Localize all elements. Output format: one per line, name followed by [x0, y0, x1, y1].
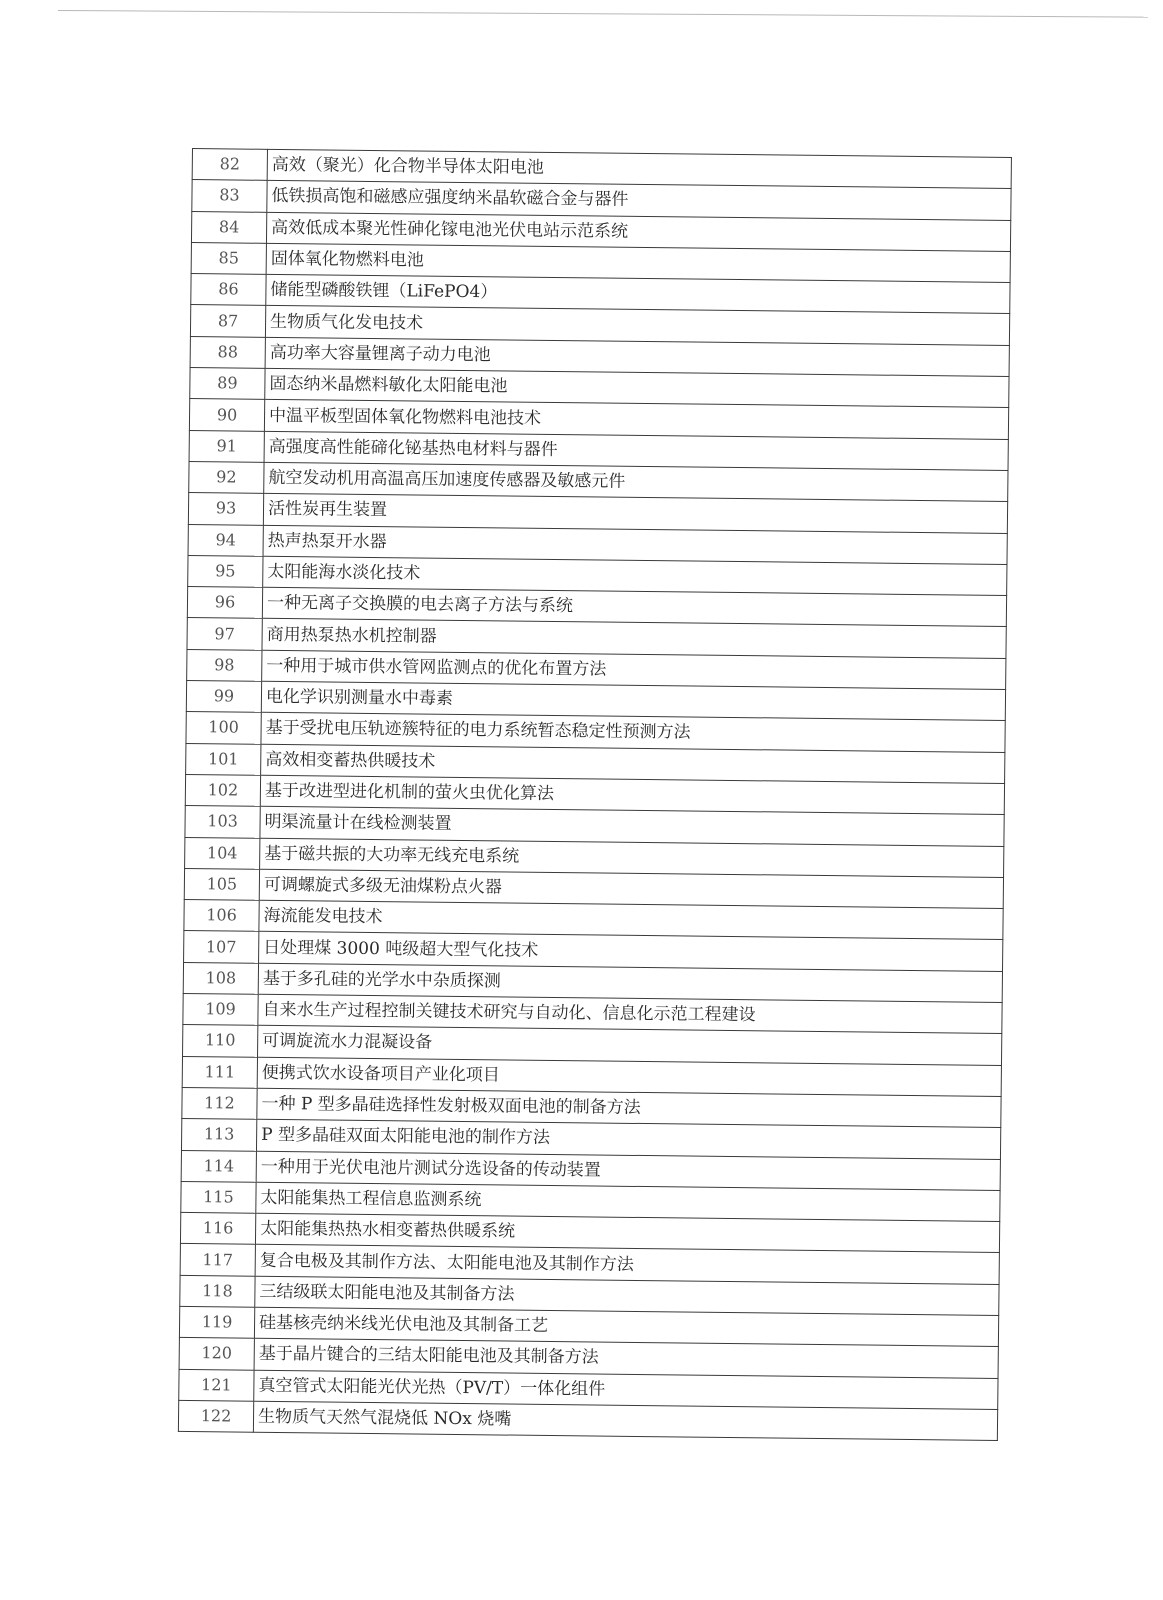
row-number: 87: [190, 305, 265, 337]
project-title: 生物质气天然气混烧低 NOx 烧嘴: [253, 1401, 997, 1440]
project-title: 一种无离子交换膜的电去离子方法与系统: [262, 587, 1006, 626]
project-title: 高效（聚光）化合物半导体太阳电池: [267, 149, 1011, 188]
row-number: 107: [184, 931, 259, 963]
project-title: 热声热泵开水器: [263, 525, 1007, 564]
project-title: 明渠流量计在线检测装置: [260, 807, 1004, 846]
row-number: 106: [184, 900, 259, 932]
row-number: 102: [185, 774, 260, 806]
project-title: 航空发动机用高温高压加速度传感器及敏感元件: [264, 462, 1008, 501]
project-title: 硅基核壳纳米线光伏电池及其制备工艺: [254, 1307, 998, 1346]
project-title: 基于磁共振的大功率无线充电系统: [260, 838, 1004, 877]
project-title: 中温平板型固体氧化物燃料电池技术: [264, 400, 1008, 439]
row-number: 111: [182, 1056, 257, 1088]
project-title: P 型多晶硅双面太阳能电池的制作方法: [256, 1119, 1000, 1158]
project-title: 基于多孔硅的光学水中杂质探测: [258, 963, 1002, 1002]
row-number: 91: [189, 430, 264, 462]
row-number: 90: [189, 399, 264, 431]
project-list-body: [178, 149, 1011, 1441]
project-title: 太阳能海水淡化技术: [263, 556, 1007, 595]
row-number: 105: [184, 868, 259, 900]
row-number: 86: [191, 274, 266, 306]
project-title: 一种 P 型多晶硅选择性发射极双面电池的制备方法: [257, 1088, 1001, 1127]
row-number: 97: [187, 618, 262, 650]
row-number: 83: [192, 180, 267, 212]
row-number: 116: [180, 1213, 255, 1245]
project-title: 高强度高性能碲化铋基热电材料与器件: [264, 431, 1008, 470]
project-title: 固态纳米晶燃料敏化太阳能电池: [265, 368, 1009, 407]
project-title: 高效相变蓄热供暖技术: [261, 744, 1005, 783]
row-number: 84: [191, 211, 266, 243]
project-title: 活性炭再生装置: [263, 494, 1007, 533]
row-number: 100: [186, 712, 261, 744]
row-number: 115: [181, 1181, 256, 1213]
project-title: 固体氧化物燃料电池: [266, 243, 1010, 282]
row-number: 109: [183, 993, 258, 1025]
row-number: 108: [183, 962, 258, 994]
project-title: 太阳能集热热水相变蓄热供暖系统: [255, 1213, 999, 1252]
row-number: 119: [179, 1306, 254, 1338]
row-number: 94: [188, 524, 263, 556]
row-number: 85: [191, 242, 266, 274]
row-number: 104: [185, 837, 260, 869]
project-title: 商用热泵热水机控制器: [262, 619, 1006, 658]
project-title: 自来水生产过程控制关键技术研究与自动化、信息化示范工程建设: [258, 994, 1002, 1033]
project-list-table: [178, 148, 1012, 1441]
project-title: 低铁损高饱和磁感应强度纳米晶软磁合金与器件: [267, 181, 1011, 220]
row-number: 114: [181, 1150, 256, 1182]
project-title: 一种用于光伏电池片测试分选设备的传动装置: [256, 1151, 1000, 1190]
project-title: 高功率大容量锂离子动力电池: [265, 337, 1009, 376]
row-number: 96: [187, 587, 262, 619]
row-number: 118: [180, 1275, 255, 1307]
project-list-table-container: [178, 148, 1012, 1441]
row-number: 110: [183, 1025, 258, 1057]
row-number: 89: [190, 368, 265, 400]
project-title: 真空管式太阳能光伏光热（PV/T）一体化组件: [254, 1370, 998, 1409]
row-number: 101: [186, 743, 261, 775]
project-title: 基于晶片键合的三结太阳能电池及其制备方法: [254, 1339, 998, 1378]
row-number: 121: [179, 1369, 254, 1401]
row-number: 88: [190, 336, 265, 368]
row-number: 117: [180, 1244, 255, 1276]
project-title: 日处理煤 3000 吨级超大型气化技术: [259, 932, 1003, 971]
project-title: 可调旋流水力混凝设备: [258, 1026, 1002, 1065]
project-title: 储能型磷酸铁锂（LiFePO4）: [266, 275, 1010, 314]
scan-edge-line: [58, 10, 1148, 18]
project-title: 电化学识别测量水中毒素: [261, 681, 1005, 720]
project-title: 高效低成本聚光性砷化镓电池光伏电站示范系统: [266, 212, 1010, 251]
project-title: 太阳能集热工程信息监测系统: [256, 1182, 1000, 1221]
row-number: 99: [186, 681, 261, 713]
project-title: 海流能发电技术: [259, 900, 1003, 939]
row-number: 98: [187, 649, 262, 681]
row-number: 112: [182, 1087, 257, 1119]
project-title: 便携式饮水设备项目产业化项目: [257, 1057, 1001, 1096]
row-number: 93: [188, 493, 263, 525]
project-title: 可调螺旋式多级无油煤粉点火器: [259, 869, 1003, 908]
project-title: 基于受扰电压轨迹簇特征的电力系统暂态稳定性预测方法: [261, 713, 1005, 752]
row-number: 122: [178, 1400, 253, 1432]
row-number: 103: [185, 806, 260, 838]
row-number: 82: [192, 149, 267, 181]
project-title: 三结级联太阳能电池及其制备方法: [255, 1276, 999, 1315]
project-title: 基于改进型进化机制的萤火虫优化算法: [260, 775, 1004, 814]
project-title: 复合电极及其制作方法、太阳能电池及其制作方法: [255, 1245, 999, 1284]
project-title: 生物质气化发电技术: [265, 306, 1009, 345]
row-number: 113: [181, 1119, 256, 1151]
row-number: 120: [179, 1338, 254, 1370]
row-number: 92: [189, 461, 264, 493]
row-number: 95: [188, 555, 263, 587]
project-title: 一种用于城市供水管网监测点的优化布置方法: [262, 650, 1006, 689]
